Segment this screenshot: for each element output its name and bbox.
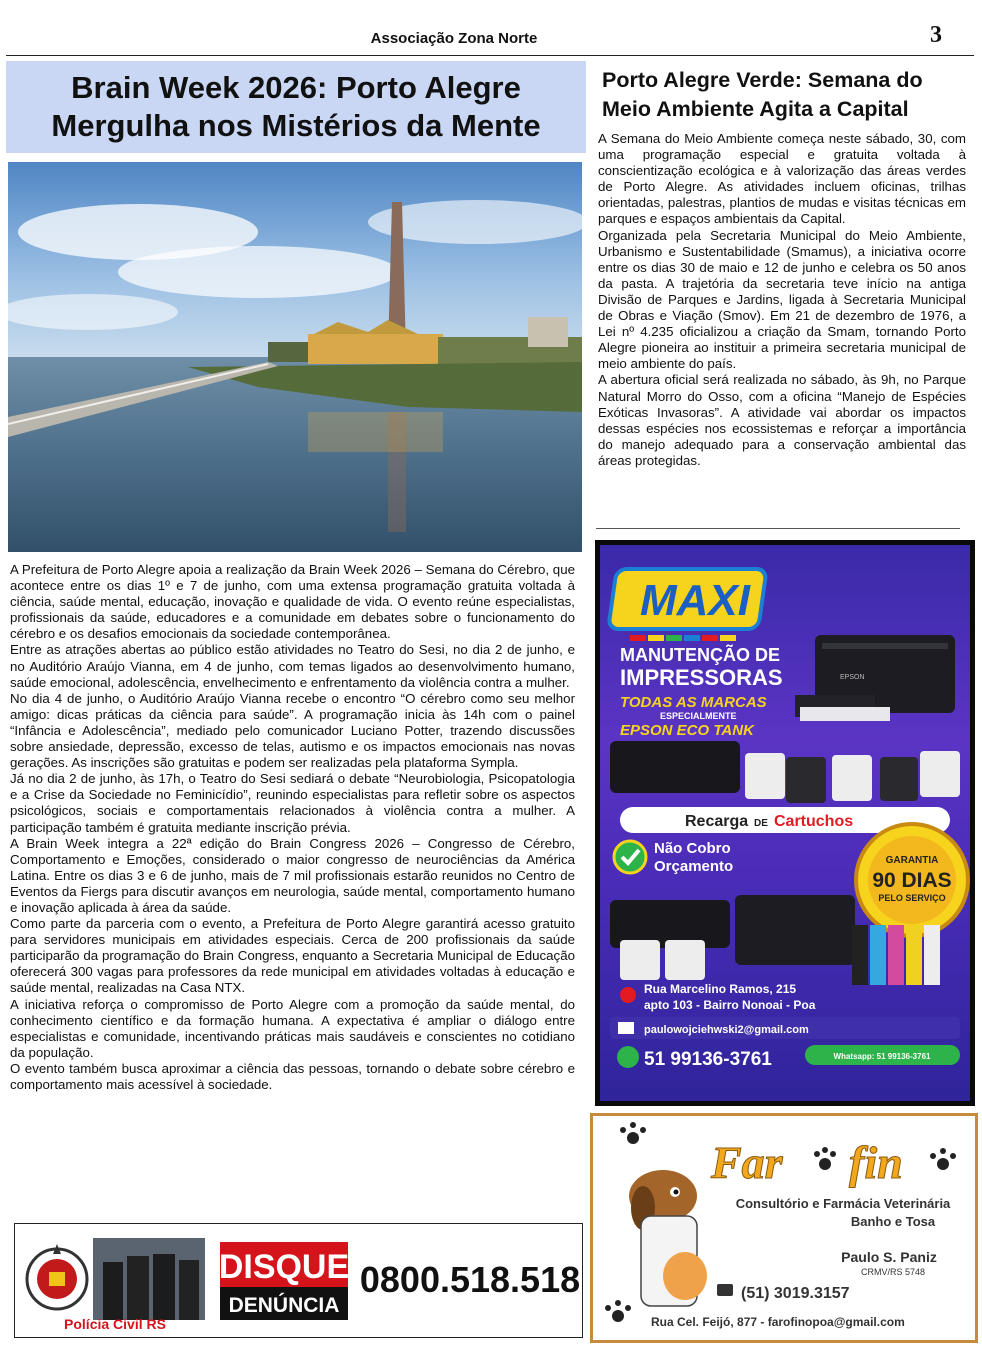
printer-brand-label: EPSON <box>840 674 865 681</box>
maxi-sub-2: ESPECIALMENTE <box>660 711 737 721</box>
garantia-seal <box>856 824 968 936</box>
maxi-address-1: Rua Marcelino Ramos, 215 <box>644 982 797 996</box>
left-paragraph: A Brain Week integra a 22ª edição do Brain Congress 2026 – Congresso de Cérebro, Comportamento e Emoções, considerado o maior congresso de neurociências da América Latina. Entre os dias 3 e 6 de junho, mais de 7 mil profissionais estarão reunidos no Centro de Eventos da Fiergs para discutir avanços em neurologia, saúde mental, comportamento humano e inovação aplicada à área da saúde. <box>10 835 575 915</box>
farofino-vet-ad <box>590 1113 978 1343</box>
right-paragraph: A abertura oficial será realizada no sábado, às 9h, no Parque Natural Morro do Osso, com a oficina “Manejo de Espécies Exóticas Invasoras”. A atividade vai abordar os impactos dessas espécies nos ecossistemas e reforçar a importância do manejo adequado para a conservação ambiental das áreas protegidas. <box>598 372 966 468</box>
police-ad-art <box>15 1224 582 1337</box>
recarga-label: Recarga <box>685 813 749 830</box>
cartuchos-label: Cartuchos <box>774 813 854 830</box>
maxi-sub-1: TODAS AS MARCAS <box>620 694 767 711</box>
left-paragraph: O evento também busca aproximar a ciência das pessoas, tornando o debate sobre cérebro e comportamento mais acessível à sociedade. <box>10 1060 575 1092</box>
maxi-printer-ad <box>595 540 975 1106</box>
left-paragraph: Como parte da parceria com o evento, a Prefeitura de Porto Alegre garantirá acesso gratuito para servidores municipais em atividades especiais. Cerca de 200 profissionais da saúde participarão da programação do Brain Congress, enquanto a Secretaria Municipal de Educação oferecerá 300 vagas para professores da rede municipal em atividades voltadas à educação e saúde mental, realizadas na Casa NTX. <box>10 916 575 996</box>
left-article-headline-box <box>6 61 586 153</box>
publication-title: Associação Zona Norte <box>370 30 538 47</box>
police-caption: Polícia Civil RS <box>64 1316 166 1332</box>
maxi-sub-3: EPSON ECO TANK <box>620 722 754 739</box>
dog-mascot <box>629 1170 707 1306</box>
farofino-crmv: CRMV/RS 5748 <box>860 1267 926 1277</box>
left-article-body <box>10 562 575 1093</box>
maxi-logo <box>608 569 766 641</box>
farofino-subtitle-1: Consultório e Farmácia Veterinária <box>735 1196 951 1211</box>
telephone-icon <box>717 1284 733 1296</box>
police-phone: 0800.518.518 <box>359 1259 581 1300</box>
farofino-phone: (51) 3019.3157 <box>741 1285 850 1302</box>
garantia-1: GARANTIA <box>885 855 939 866</box>
article-photo <box>8 162 582 552</box>
left-paragraph: A iniciativa reforça o compromisso de Porto Alegre com a promoção da saúde mental, do conhecimento científico e da formação humana. A expectativa é ampliar o diálogo entre especialistas e comunidade, incentivando práticas mais saudáveis e conscientes no cotidiano da população. <box>10 996 575 1060</box>
right-article-body <box>598 131 966 469</box>
whatsapp-icon <box>617 1046 639 1068</box>
farofino-brand-1: Far <box>711 1137 783 1188</box>
nao-cobro-badge <box>614 840 733 875</box>
left-paragraph: No dia 4 de junho, o Auditório Araújo Vianna recebe o encontro “O cérebro como seu melhor amigo: dicas práticas da ciência para saúde”. A programação inicia às 14h com o painel “Infância e Adolescência”, mediado pelo comunicador Luciano Potter, trazendo discussões sobre ansiedade, depressão, excesso de telas, autismo e os impactos emocionais nas novas gerações. As inscrições são gratuitas e podem ser realizadas pela plataforma Sympla. <box>10 690 575 771</box>
farofino-brand-2: fin <box>849 1137 903 1188</box>
denuncia-label: DENÚNCIA <box>228 1294 340 1317</box>
disque-label: DISQUE <box>218 1248 350 1286</box>
right-paragraph: A Semana do Meio Ambiente começa neste sábado, 30, com uma programação especial e gratuita voltada à conscientização ecológica e à valorização das áreas verdes de Porto Alegre. As atividades incluem oficinas, trilhas orientadas, palestras, plantios de mudas e visitas técnicas em parques e espaços ambientais da Capital. <box>598 131 966 227</box>
maxi-address <box>620 982 816 1012</box>
maxi-address-2: apto 103 - Bairro Nonoai - Poa <box>644 998 816 1012</box>
cartridges-illustration <box>610 741 960 803</box>
left-paragraph: Entre as atrações abertas ao público estão atividades no Teatro do Sesi, no dia 2 de junho, e no Auditório Araújo Vianna, em 4 de junho, com temas ligados ao desenvolvimento humano, saúde emocional, adolescência, envelhecimento e enfrentamento da violência contra a mulher. <box>10 642 575 690</box>
farofino-address: Rua Cel. Feijó, 877 - farofinopoa@gmail.com <box>651 1315 905 1329</box>
maxi-whatsapp: Whatsapp: 51 99136-3761 <box>833 1052 931 1061</box>
page-number: 3 <box>930 22 942 48</box>
left-paragraph: Já no dia 2 de junho, às 17h, o Teatro do Sesi sediará o debate “Neurobiologia, Psicopatologia e a Crise da Sociedade no Feminicídio”, reunindo especialistas para refletir sobre os aspectos psicológicos, sociais e comportamentais relacionados à violência contra a mulher. A participação também é gratuita mediante inscrição prévia. <box>10 771 575 835</box>
farofino-subtitle-2: Banho e Tosa <box>850 1214 936 1229</box>
maxi-headline-1: MANUTENÇÃO DE <box>620 645 780 665</box>
police-officers-photo <box>93 1238 205 1320</box>
header-divider <box>6 55 974 56</box>
brand-paw-icon <box>814 1147 836 1170</box>
nao-cobro-1: Não Cobro <box>654 840 731 857</box>
maxi-phone: 51 99136-3761 <box>644 1049 772 1070</box>
maxi-ad-art <box>600 545 970 1101</box>
nao-cobro-2: Orçamento <box>654 858 734 875</box>
right-article-headline: Porto Alegre Verde: Semana do Meio Ambiente Agita a Capital <box>602 68 923 121</box>
gasometro-photo-illustration <box>8 162 582 552</box>
policia-civil-ad <box>14 1223 583 1338</box>
maxi-brand: MAXI <box>640 576 750 625</box>
right-paragraph: Organizada pela Secretaria Municipal do Meio Ambiente, Urbanismo e Sustentabilidade (Smamus), a iniciativa ocorre entre os dias 30 de maio e 12 de junho e celebra os 50 anos da pasta. A trajetória da secretaria teve início na antiga Divisão de Parques e Jardins, ligada à Secretaria Municipal de Obras e Viação (Smov). Em 21 de dezembro de 1976, a Lei nº 4.235 oficializou a criação da Smam, tornando Porto Alegre pioneira ao instituir a primeira secretaria municipal de meio ambiente do país. <box>598 227 966 372</box>
left-article-headline: Brain Week 2026: Porto Alegre Mergulha nos Mistérios da Mente <box>51 70 541 143</box>
email-icon <box>618 1022 634 1034</box>
maxi-email: paulowojciehwski2@gmail.com <box>644 1024 809 1036</box>
garantia-2: 90 DIAS <box>872 869 952 892</box>
farofino-ad-art <box>593 1116 975 1340</box>
recarga-de-label: DE <box>754 818 768 829</box>
right-column-divider <box>596 528 960 529</box>
printer-illustration <box>795 635 955 721</box>
rs-coat-of-arms-icon <box>27 1244 87 1309</box>
left-paragraph: A Prefeitura de Porto Alegre apoia a realização da Brain Week 2026 – Semana do Cérebro, que acontece entre os dias 1º e 7 de junho, com uma extensa programação gratuita voltada à ciência, saúde mental, educação, inovação e qualidade de vida. O evento reúne especialistas, profissionais da saúde, educadores e a comunidade em debates sobre o funcionamento do cérebro e os desafios emocionais da sociedade contemporânea. <box>10 562 575 642</box>
location-pin-icon <box>620 987 636 1003</box>
garantia-3: PELO SERVIÇO <box>878 893 946 903</box>
maxi-headline-2: IMPRESSORAS <box>620 665 783 690</box>
farofino-vet-name: Paulo S. Paniz <box>841 1249 937 1265</box>
